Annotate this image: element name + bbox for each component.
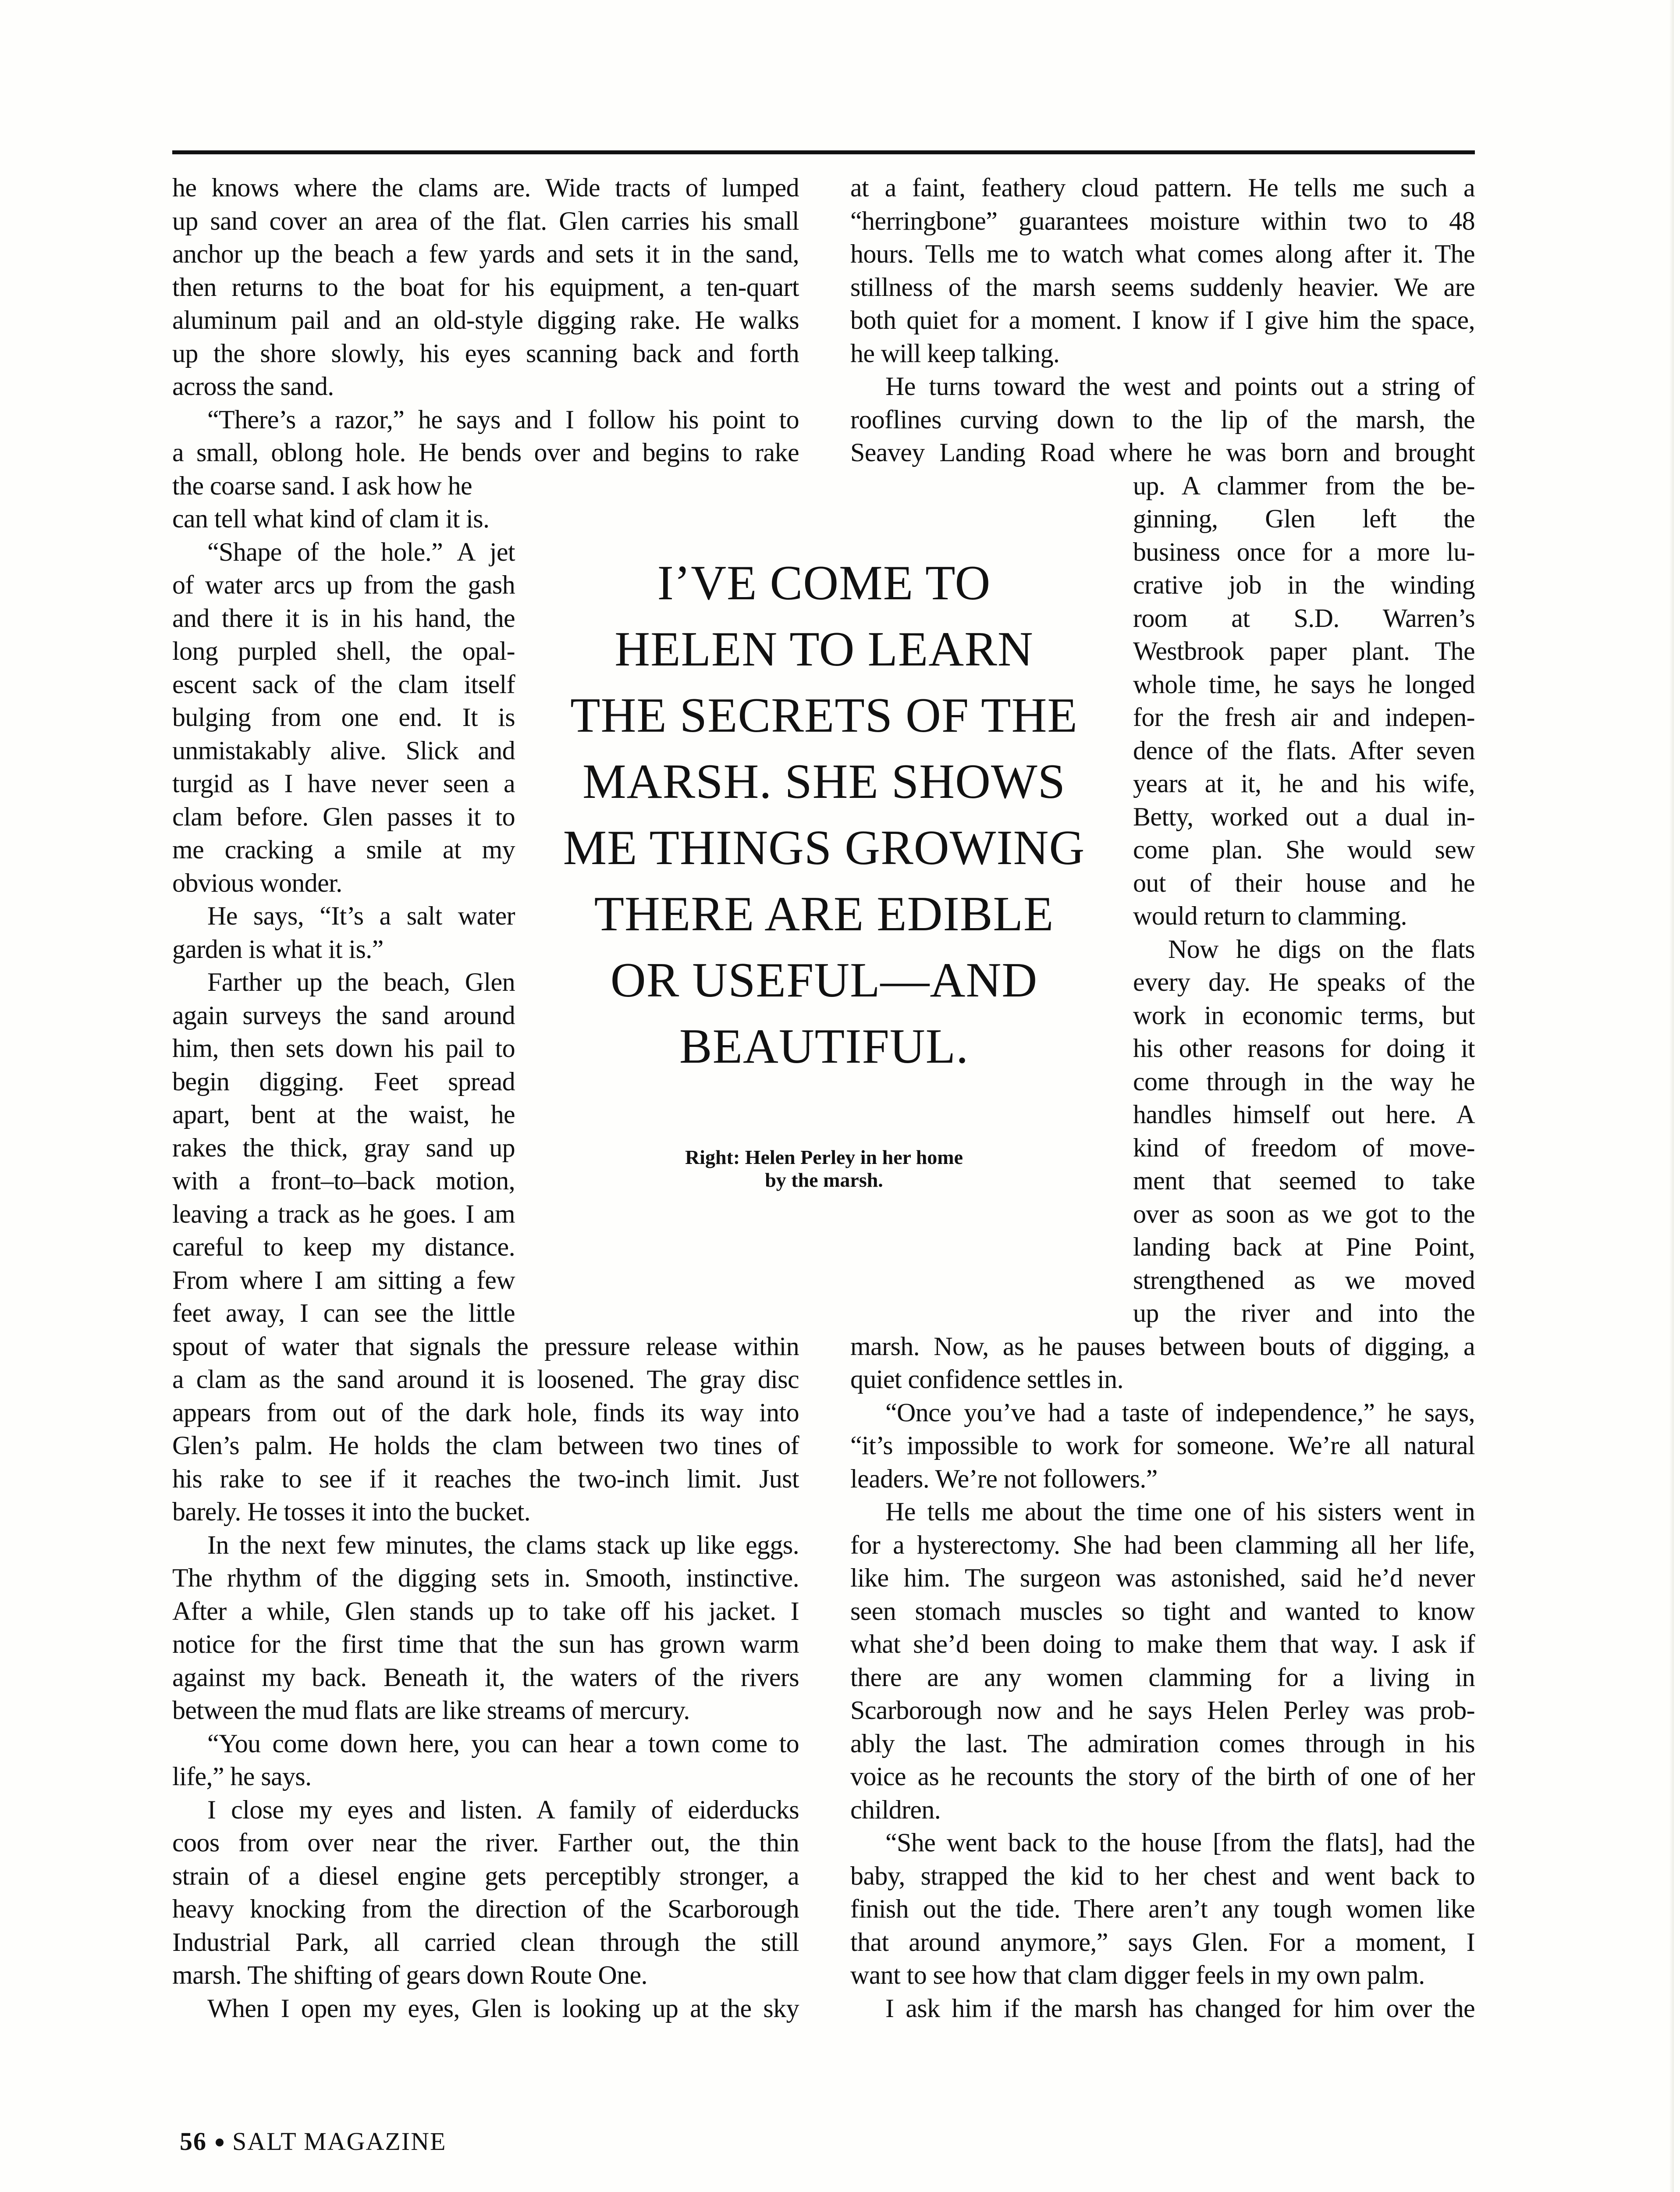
text-line: stillness of the marsh seems suddenly heavier. We are xyxy=(850,272,1475,302)
text-line: rakes the thick, gray sand up xyxy=(172,1133,515,1162)
text-line: his other reasons for doing it xyxy=(1133,1034,1475,1063)
text-line: obvious wonder. xyxy=(172,868,342,897)
text-line: rooflines curving down to the lip of the marsh, the xyxy=(850,405,1475,434)
text-line: would return to clamming. xyxy=(1133,901,1407,930)
text-line: both quiet for a moment. I know if I give him the space, xyxy=(850,306,1475,334)
header-rule xyxy=(172,150,1475,154)
text-line: From where I am sitting a few xyxy=(172,1265,515,1295)
text-line: whole time, he says he longed xyxy=(1133,669,1475,699)
text-line: can tell what kind of clam it is. xyxy=(172,504,490,533)
text-line: out of their house and he xyxy=(1133,868,1475,897)
text-line: In the next few minutes, the clams stack up like eggs. xyxy=(207,1530,799,1559)
text-line: me cracking a smile at my xyxy=(172,835,515,864)
text-line: strengthened as we moved xyxy=(1133,1265,1475,1295)
text-line: barely. He tosses it into the bucket. xyxy=(172,1497,531,1526)
text-line: over as soon as we got to the xyxy=(1133,1199,1475,1228)
text-line: I ask him if the marsh has changed for him over the xyxy=(885,1993,1475,2023)
text-line: aluminum pail and an old-style digging rake. He walks xyxy=(172,306,799,334)
text-line: He turns toward the west and points out a string of xyxy=(885,372,1475,401)
text-line: with a front–to–back motion, xyxy=(172,1166,515,1195)
text-line: leaders. We’re not followers.” xyxy=(850,1464,1158,1493)
text-line: Now he digs on the flats xyxy=(1168,934,1475,964)
text-line: “Shape of the hole.” A jet xyxy=(207,537,515,566)
text-line: leaving a track as he goes. I am xyxy=(172,1199,515,1228)
text-line: up the river and into the xyxy=(1133,1299,1475,1327)
text-line: Scarborough now and he says Helen Perley was prob- xyxy=(850,1696,1475,1725)
text-line: apart, bent at the waist, he xyxy=(172,1100,515,1129)
text-line: crative job in the winding xyxy=(1133,570,1475,599)
text-line: work in economic terms, but xyxy=(1133,1000,1475,1030)
page-footer xyxy=(180,2126,446,2157)
pull-quote-line: HELEN TO LEARN xyxy=(614,622,1034,676)
publication-name: SALT MAGAZINE xyxy=(232,2127,447,2156)
text-line: every day. He speaks of the xyxy=(1133,968,1475,996)
text-line: for the fresh air and indepen- xyxy=(1133,703,1475,732)
text-line: he will keep talking. xyxy=(850,338,1060,368)
text-line: strain of a diesel engine gets perceptibly stronger, a xyxy=(172,1861,799,1890)
text-line: escent sack of the clam itself xyxy=(172,669,515,699)
text-line: finish out the tide. There aren’t any tough women like xyxy=(850,1894,1475,1923)
text-line: He tells me about the time one of his sisters went in xyxy=(885,1497,1475,1526)
text-line: He says, “It’s a salt water xyxy=(207,901,515,930)
text-line: Westbrook paper plant. The xyxy=(1133,637,1475,665)
text-line: coos from over near the river. Farther out, the thin xyxy=(172,1828,799,1857)
text-line: garden is what it is.” xyxy=(172,934,384,964)
text-line: hours. Tells me to watch what comes along after it. The xyxy=(850,239,1475,268)
text-line: again surveys the sand around xyxy=(172,1000,515,1030)
text-line: Industrial Park, all carried clean through the still xyxy=(172,1927,799,1957)
text-line: ginning, Glen left the xyxy=(1133,504,1475,533)
text-line: Betty, worked out a dual in- xyxy=(1133,802,1475,831)
text-line: come through in the way he xyxy=(1133,1067,1475,1096)
text-line: against my back. Beneath it, the waters of the rivers xyxy=(172,1662,799,1692)
text-line: there are any women clamming for a living in xyxy=(850,1662,1475,1692)
text-line: Seavey Landing Road where he was born and brought xyxy=(850,438,1475,467)
text-line: “herringbone” guarantees moisture within two to 48 xyxy=(850,206,1475,235)
pull-quote-line: I’VE COME TO xyxy=(657,556,991,610)
text-line: children. xyxy=(850,1795,941,1824)
text-line: that around anymore,” says Glen. For a moment, I xyxy=(850,1927,1475,1957)
text-line: After a while, Glen stands up to take off his jacket. I xyxy=(172,1596,799,1626)
caption-line: Right: Helen Perley in her home xyxy=(685,1146,963,1168)
text-line: years at it, he and his wife, xyxy=(1133,769,1475,798)
text-line: him, then sets down his pail to xyxy=(172,1034,515,1063)
pull-quote-line: MARSH. SHE SHOWS xyxy=(582,754,1066,809)
text-line: When I open my eyes, Glen is looking up at the sky xyxy=(207,1993,799,2023)
text-line: careful to keep my distance. xyxy=(172,1232,515,1261)
text-line: his rake to see if it reaches the two-inch limit. Just xyxy=(172,1464,799,1493)
text-line: I close my eyes and listen. A family of eiderducks xyxy=(207,1795,799,1824)
text-line: clam before. Glen passes it to xyxy=(172,802,515,831)
text-line: ably the last. The admiration comes through in his xyxy=(850,1729,1475,1758)
pull-quote-line: THERE ARE EDIBLE xyxy=(594,887,1054,941)
text-line: ment that seemed to take xyxy=(1133,1166,1475,1195)
text-line: the coarse sand. I ask how he xyxy=(172,471,472,500)
caption-line: by the marsh. xyxy=(765,1169,883,1191)
text-line: bulging from one end. It is xyxy=(172,703,515,732)
text-line: handles himself out here. A xyxy=(1133,1100,1475,1129)
text-line: and there it is in his hand, the xyxy=(172,603,515,633)
pull-quote-line: ME THINGS GROWING xyxy=(563,821,1085,875)
text-line: what she’d been doing to make them that way. I ask if xyxy=(850,1630,1475,1658)
text-line: for a hysterectomy. She had been clamming all her life, xyxy=(850,1530,1475,1559)
text-line: want to see how that clam digger feels in my own palm. xyxy=(850,1961,1425,1989)
pull-quote-line: THE SECRETS OF THE xyxy=(570,688,1078,743)
text-line: room at S.D. Warren’s xyxy=(1133,603,1475,633)
text-line: of water arcs up from the gash xyxy=(172,570,515,599)
text-line: spout of water that signals the pressure release within xyxy=(172,1331,799,1361)
text-line: long purpled shell, the opal- xyxy=(172,637,515,665)
text-line: up sand cover an area of the flat. Glen carries his small xyxy=(172,206,799,235)
text-line: The rhythm of the digging sets in. Smooth, instinctive. xyxy=(172,1563,799,1592)
page-number: 56 xyxy=(180,2127,207,2156)
text-line: up the shore slowly, his eyes scanning back and forth xyxy=(172,338,799,368)
text-line: a small, oblong hole. He bends over and begins to rake xyxy=(172,438,799,467)
pull-quote-line: BEAUTIFUL. xyxy=(679,1019,969,1074)
text-line: marsh. Now, as he pauses between bouts of digging, a xyxy=(850,1331,1475,1361)
text-line: appears from out of the dark hole, finds its way into xyxy=(172,1398,799,1427)
text-line: up. A clammer from the be- xyxy=(1133,471,1475,500)
text-line: business once for a more lu- xyxy=(1133,537,1475,566)
text-line: voice as he recounts the story of the birth of one of her xyxy=(850,1762,1475,1791)
text-line: unmistakably alive. Slick and xyxy=(172,736,515,765)
page-edge-shadow xyxy=(1669,0,1674,2192)
text-line: turgid as I have never seen a xyxy=(172,769,515,798)
text-line: like him. The surgeon was astonished, said he’d never xyxy=(850,1563,1475,1592)
text-line: “it’s impossible to work for someone. We’re all natural xyxy=(850,1431,1475,1460)
text-line: anchor up the beach a few yards and sets it in the sand, xyxy=(172,239,799,268)
text-line: come plan. She would sew xyxy=(1133,835,1475,864)
text-line: life,” he says. xyxy=(172,1762,312,1791)
text-line: begin digging. Feet spread xyxy=(172,1067,515,1096)
text-line: heavy knocking from the direction of the Scarborough xyxy=(172,1894,799,1923)
text-line: landing back at Pine Point, xyxy=(1133,1232,1475,1261)
text-line: Farther up the beach, Glen xyxy=(207,968,515,996)
text-line: feet away, I can see the little xyxy=(172,1299,515,1327)
text-line: at a faint, feathery cloud pattern. He tells me such a xyxy=(850,173,1475,202)
text-line: “She went back to the house [from the flats], had the xyxy=(885,1828,1475,1857)
text-line: marsh. The shifting of gears down Route One. xyxy=(172,1961,647,1989)
text-line: he knows where the clams are. Wide tracts of lumped xyxy=(172,173,799,202)
text-line: kind of freedom of move- xyxy=(1133,1133,1475,1162)
bullet-separator xyxy=(216,2139,224,2146)
text-line: a clam as the sand around it is loosened. The gray disc xyxy=(172,1365,799,1394)
text-line: “There’s a razor,” he says and I follow his point to xyxy=(207,405,799,434)
text-line: baby, strapped the kid to her chest and went back to xyxy=(850,1861,1475,1890)
text-line: Glen’s palm. He holds the clam between two tines of xyxy=(172,1431,799,1460)
text-line: notice for the first time that the sun has grown warm xyxy=(172,1630,799,1658)
text-line: across the sand. xyxy=(172,372,334,401)
text-line: seen stomach muscles so tight and wanted to know xyxy=(850,1596,1475,1626)
text-line: dence of the flats. After seven xyxy=(1133,736,1475,765)
text-line: between the mud flats are like streams of mercury. xyxy=(172,1696,690,1725)
text-line: “You come down here, you can hear a town come to xyxy=(207,1729,799,1758)
text-line: “Once you’ve had a taste of independence,” he says, xyxy=(885,1398,1475,1427)
pull-quote-line: OR USEFUL—AND xyxy=(610,953,1038,1007)
text-line: then returns to the boat for his equipment, a ten-quart xyxy=(172,272,799,302)
text-line: quiet confidence settles in. xyxy=(850,1365,1123,1394)
